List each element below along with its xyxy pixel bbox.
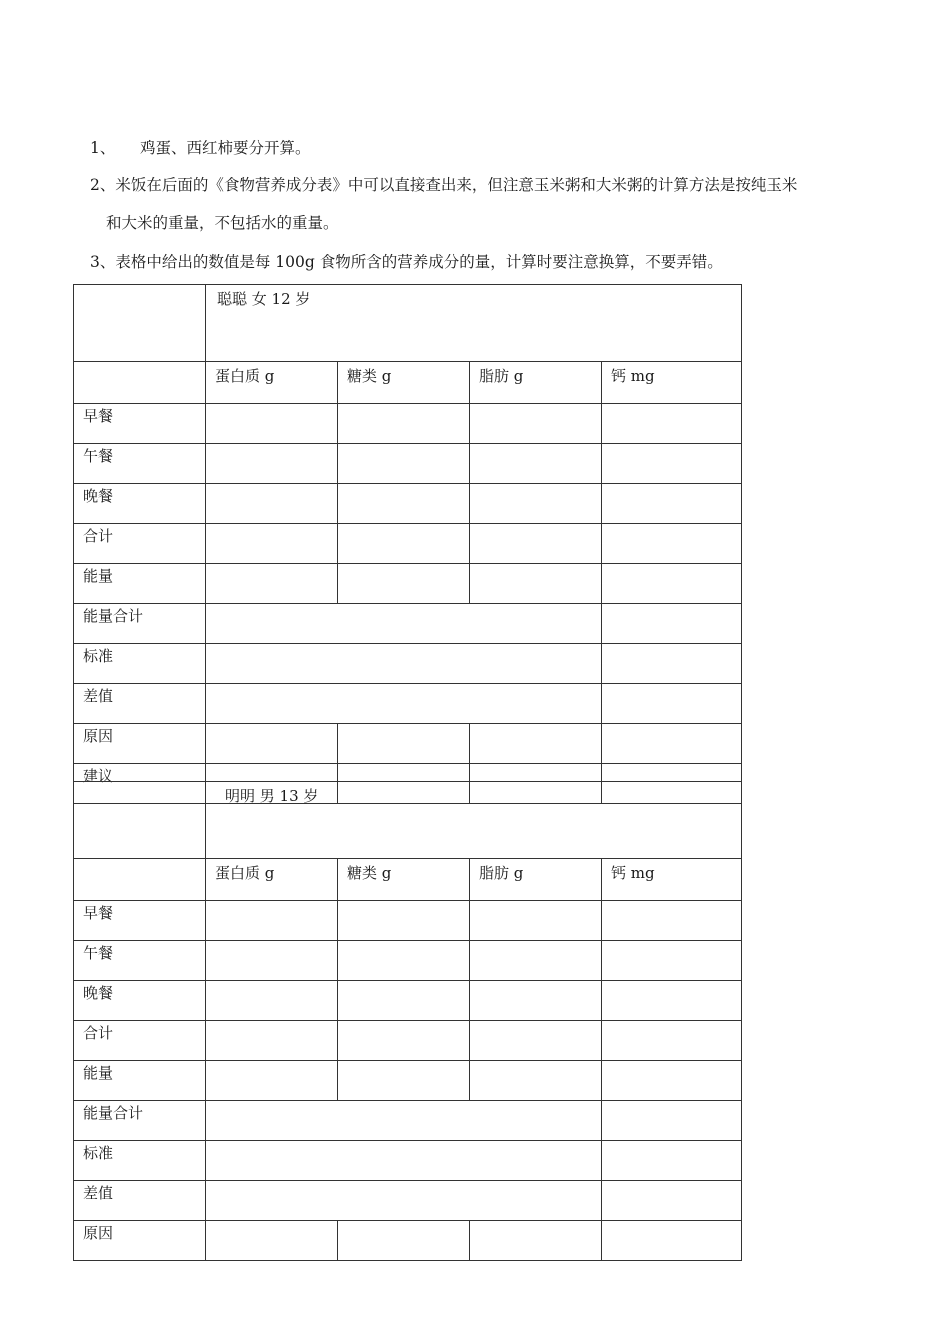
input-cell[interactable]: [338, 404, 470, 444]
nutrition-table-mingming: [73, 781, 742, 1261]
input-cell[interactable]: [602, 1061, 742, 1101]
note-2-line-1: 2、米饭在后面的《食物营养成分表》中可以直接查出来，但注意玉米粥和大米粥的计算方法是按纯玉米: [90, 176, 798, 194]
row-label-lunch: 午餐: [74, 444, 206, 484]
column-header-calcium: 钙 mg: [602, 859, 742, 901]
row-label-reason: 原因: [74, 1221, 206, 1261]
row-label-difference: 差值: [74, 684, 206, 724]
table-title: 聪聪 女 12 岁: [217, 290, 311, 308]
input-cell-wide[interactable]: [206, 1141, 602, 1181]
corner-cell: [74, 285, 206, 362]
input-cell[interactable]: [338, 444, 470, 484]
input-cell[interactable]: [470, 941, 602, 981]
row-label-energy: 能量: [74, 1061, 206, 1101]
input-cell[interactable]: [206, 981, 338, 1021]
input-cell[interactable]: [602, 404, 742, 444]
input-cell[interactable]: [206, 444, 338, 484]
corner-cell: [74, 782, 206, 859]
input-cell[interactable]: [470, 981, 602, 1021]
input-cell[interactable]: [338, 901, 470, 941]
input-cell[interactable]: [470, 564, 602, 604]
row-label-standard: 标准: [74, 644, 206, 684]
input-cell[interactable]: [470, 484, 602, 524]
input-cell-wide[interactable]: [206, 1181, 602, 1221]
row-label-standard: 标准: [74, 1141, 206, 1181]
row-label-total: 合计: [74, 524, 206, 564]
input-cell[interactable]: [602, 604, 742, 644]
input-cell[interactable]: [338, 941, 470, 981]
column-header-fat: 脂肪 g: [470, 362, 602, 404]
input-cell[interactable]: [206, 724, 338, 764]
input-cell[interactable]: [470, 901, 602, 941]
input-cell[interactable]: [470, 1061, 602, 1101]
input-cell[interactable]: [206, 1021, 338, 1061]
column-header-carbs: 糖类 g: [338, 362, 470, 404]
input-cell[interactable]: [602, 1221, 742, 1261]
input-cell[interactable]: [602, 1141, 742, 1181]
column-header-protein: 蛋白质 g: [206, 859, 338, 901]
note-2-line-2: 和大米的重量，不包括水的重量。: [106, 214, 339, 232]
input-cell[interactable]: [470, 724, 602, 764]
input-cell[interactable]: [338, 564, 470, 604]
input-cell[interactable]: [206, 564, 338, 604]
header-blank-cell: [74, 362, 206, 404]
column-header-protein: 蛋白质 g: [206, 362, 338, 404]
note-1-number: 1、: [90, 139, 116, 157]
column-header-fat: 脂肪 g: [470, 859, 602, 901]
table-title-cell: [206, 285, 742, 362]
input-cell-wide[interactable]: [206, 684, 602, 724]
row-label-breakfast: 早餐: [74, 901, 206, 941]
input-cell[interactable]: [602, 1021, 742, 1061]
column-header-carbs: 糖类 g: [338, 859, 470, 901]
row-label-suggestion: 建议: [74, 764, 206, 804]
row-label-energy-total: 能量合计: [74, 604, 206, 644]
input-cell[interactable]: [602, 444, 742, 484]
input-cell[interactable]: [470, 444, 602, 484]
input-cell[interactable]: [470, 404, 602, 444]
row-label-total: 合计: [74, 1021, 206, 1061]
row-label-dinner: 晚餐: [74, 981, 206, 1021]
table-title-cell: [206, 782, 742, 859]
header-blank-cell: [74, 859, 206, 901]
row-label-breakfast: 早餐: [74, 404, 206, 444]
input-cell[interactable]: [602, 644, 742, 684]
input-cell[interactable]: [338, 484, 470, 524]
input-cell[interactable]: [602, 1181, 742, 1221]
input-cell[interactable]: [338, 1221, 470, 1261]
input-cell[interactable]: [602, 524, 742, 564]
row-label-difference: 差值: [74, 1181, 206, 1221]
input-cell[interactable]: [206, 901, 338, 941]
input-cell[interactable]: [206, 941, 338, 981]
row-label-lunch: 午餐: [74, 941, 206, 981]
input-cell[interactable]: [602, 1101, 742, 1141]
note-1-text: 鸡蛋、西红柿要分开算。: [140, 139, 311, 157]
input-cell[interactable]: [338, 524, 470, 564]
input-cell[interactable]: [470, 1021, 602, 1061]
input-cell[interactable]: [602, 981, 742, 1021]
input-cell[interactable]: [206, 404, 338, 444]
input-cell[interactable]: [206, 1061, 338, 1101]
input-cell[interactable]: [602, 941, 742, 981]
input-cell[interactable]: [206, 1221, 338, 1261]
input-cell[interactable]: [338, 724, 470, 764]
row-label-energy: 能量: [74, 564, 206, 604]
input-cell-wide[interactable]: [206, 604, 602, 644]
row-label-reason: 原因: [74, 724, 206, 764]
input-cell[interactable]: [602, 684, 742, 724]
input-cell[interactable]: [338, 1061, 470, 1101]
input-cell[interactable]: [602, 564, 742, 604]
input-cell[interactable]: [470, 524, 602, 564]
input-cell-wide[interactable]: [206, 1101, 602, 1141]
input-cell[interactable]: [338, 1021, 470, 1061]
input-cell[interactable]: [206, 484, 338, 524]
note-1: [90, 138, 311, 158]
input-cell[interactable]: [206, 524, 338, 564]
row-label-energy-total: 能量合计: [74, 1101, 206, 1141]
input-cell[interactable]: [338, 981, 470, 1021]
table-title: 明明 男 13 岁: [225, 787, 319, 805]
input-cell[interactable]: [470, 1221, 602, 1261]
input-cell[interactable]: [602, 901, 742, 941]
column-header-calcium: 钙 mg: [602, 362, 742, 404]
input-cell[interactable]: [602, 724, 742, 764]
input-cell-wide[interactable]: [206, 644, 602, 684]
input-cell[interactable]: [602, 484, 742, 524]
nutrition-table-congcong: [73, 284, 742, 804]
note-3: 3、表格中给出的数值是每 100g 食物所含的营养成分的量，计算时要注意换算，不要弄错。: [90, 253, 723, 271]
row-label-dinner: 晚餐: [74, 484, 206, 524]
